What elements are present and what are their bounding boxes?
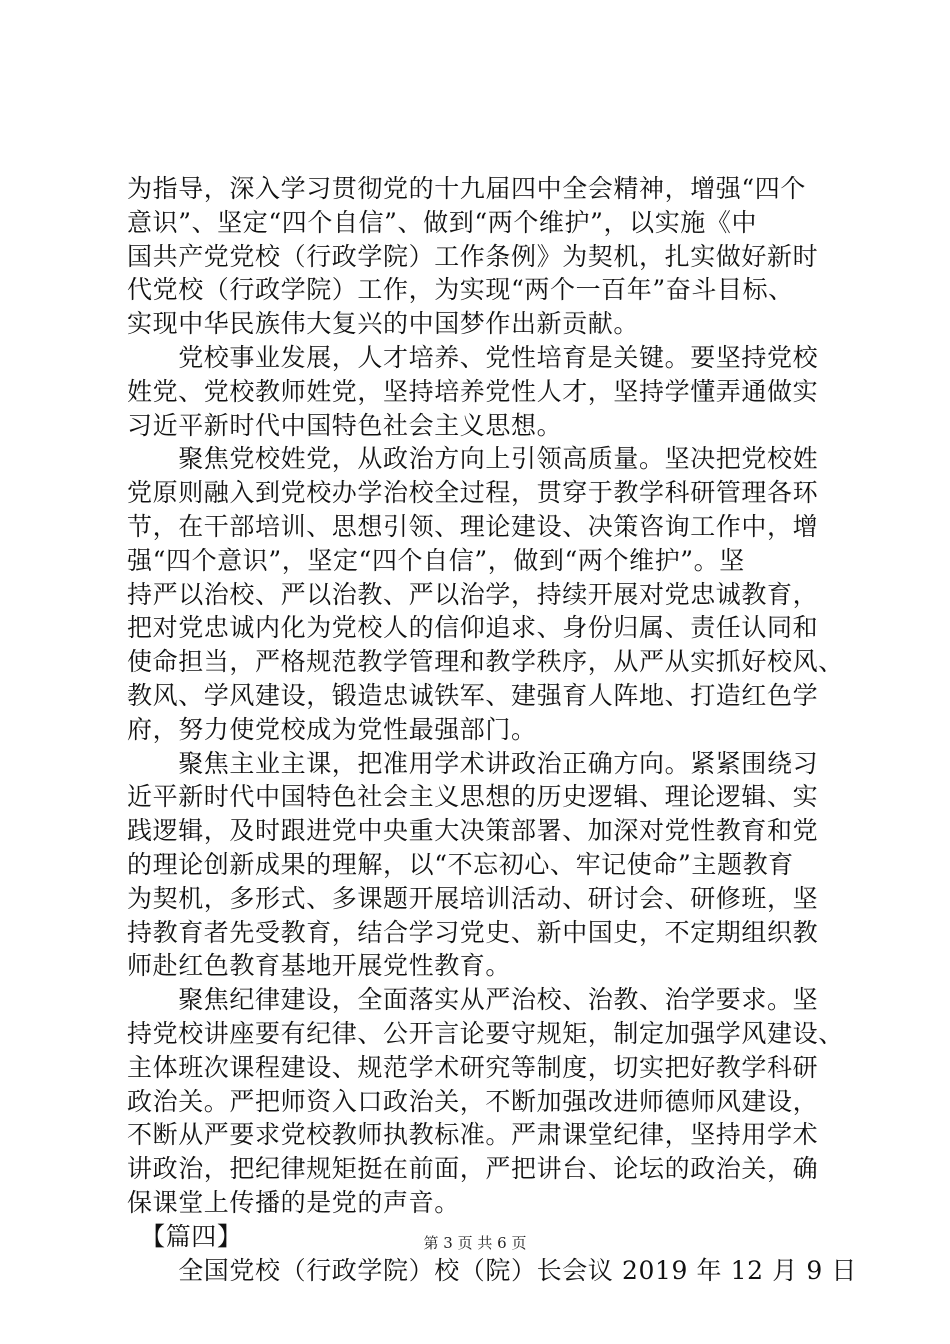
text-line: 聚焦纪律建设，全面落实从严治校、治教、治学要求。坚 <box>127 985 819 1015</box>
text-line: 近平新时代中国特色社会主义思想的历史逻辑、理论逻辑、实 <box>127 782 819 812</box>
text-line: 府，努力使党校成为党性最强部门。 <box>127 714 537 744</box>
text-line: 党校事业发展，人才培养、党性培育是关键。要坚持党校 <box>127 342 819 372</box>
text-line: 政治关。严把师资入口政治关，不断加强改进师德师风建设， <box>127 1086 819 1116</box>
text-line: 的理论创新成果的理解，以“不忘初心、牢记使命”主题教育 <box>127 849 794 879</box>
text-line: 把对党忠诚内化为党校人的信仰追求、身份归属、责任认同和 <box>127 613 819 643</box>
text-line: 使命担当，严格规范教学管理和教学秩序，从严从实抓好校风、 <box>127 647 844 677</box>
text-line: 不断从严要求党校教师执教标准。严肃课堂纪律，坚持用学术 <box>127 1120 819 1150</box>
text-line: 持党校讲座要有纪律、公开言论要守规矩，制定加强学风建设、 <box>127 1018 844 1048</box>
text-line: 为契机，多形式、多课题开展培训活动、研讨会、研修班，坚 <box>127 883 819 913</box>
text-line: 主体班次课程建设、规范学术研究等制度，切实把好教学科研 <box>127 1052 819 1082</box>
text-line: 保课堂上传播的是党的声音。 <box>127 1187 460 1217</box>
paragraph-party-nature <box>127 442 844 746</box>
text-line: 师赴红色教育基地开展党性教育。 <box>127 951 512 981</box>
text-line: 实现中华民族伟大复兴的中国梦作出新贡献。 <box>127 309 640 339</box>
text-line: 聚焦党校姓党，从政治方向上引领高质量。坚决把党校姓 <box>127 444 819 474</box>
text-line: 代党校（行政学院）工作，为实现“两个一百年”奋斗目标、 <box>127 275 794 305</box>
text-line: 习近平新时代中国特色社会主义思想。 <box>127 410 563 440</box>
paragraph-guidance <box>127 172 832 341</box>
document-body <box>127 172 858 1287</box>
text-line: 【篇四】 <box>127 1221 243 1251</box>
text-line: 强“四个意识”，坚定“四个自信”，做到“两个维护”。坚 <box>127 545 745 575</box>
text-line: 聚焦主业主课，把准用学术讲政治正确方向。紧紧围绕习 <box>127 748 819 778</box>
text-line: 为指导，深入学习贯彻党的十九届四中全会精神，增强“四个 <box>127 174 806 203</box>
text-line: 意识”、坚定“四个自信”、做到“两个维护”，以实施《中 <box>127 207 758 237</box>
paragraph-main-course <box>127 747 832 984</box>
paragraph-meeting <box>127 1254 858 1288</box>
text-line: 教风、学风建设，锻造忠诚铁军、建强育人阵地、打造红色学 <box>127 680 819 710</box>
page-footer: 第 3 页 共 6 页 <box>423 1234 527 1252</box>
text-line: 讲政治，把纪律规矩挺在前面，严把讲台、论坛的政治关，确 <box>127 1154 819 1184</box>
text-line: 持教育者先受教育，结合学习党史、新中国史，不定期组织教 <box>127 917 819 947</box>
text-line: 全国党校（行政学院）校（院）长会议 2019 年 12 月 9 日 <box>127 1255 858 1285</box>
text-line: 节，在干部培训、思想引领、理论建设、决策咨询工作中，增 <box>127 511 819 541</box>
text-line: 国共产党党校（行政学院）工作条例》为契机，扎实做好新时 <box>127 241 819 271</box>
text-line: 党原则融入到党校办学治校全过程，贯穿于教学科研管理各环 <box>127 478 819 508</box>
text-line: 姓党、党校教师姓党，坚持培养党性人才，坚持学懂弄通做实 <box>127 376 819 406</box>
text-line: 践逻辑，及时跟进党中央重大决策部署、加深对党性教育和党 <box>127 816 819 846</box>
paragraph-discipline <box>127 983 844 1220</box>
paragraph-talent <box>127 341 832 442</box>
text-line: 持严以治校、严以治教、严以治学，持续开展对党忠诚教育， <box>127 579 819 609</box>
